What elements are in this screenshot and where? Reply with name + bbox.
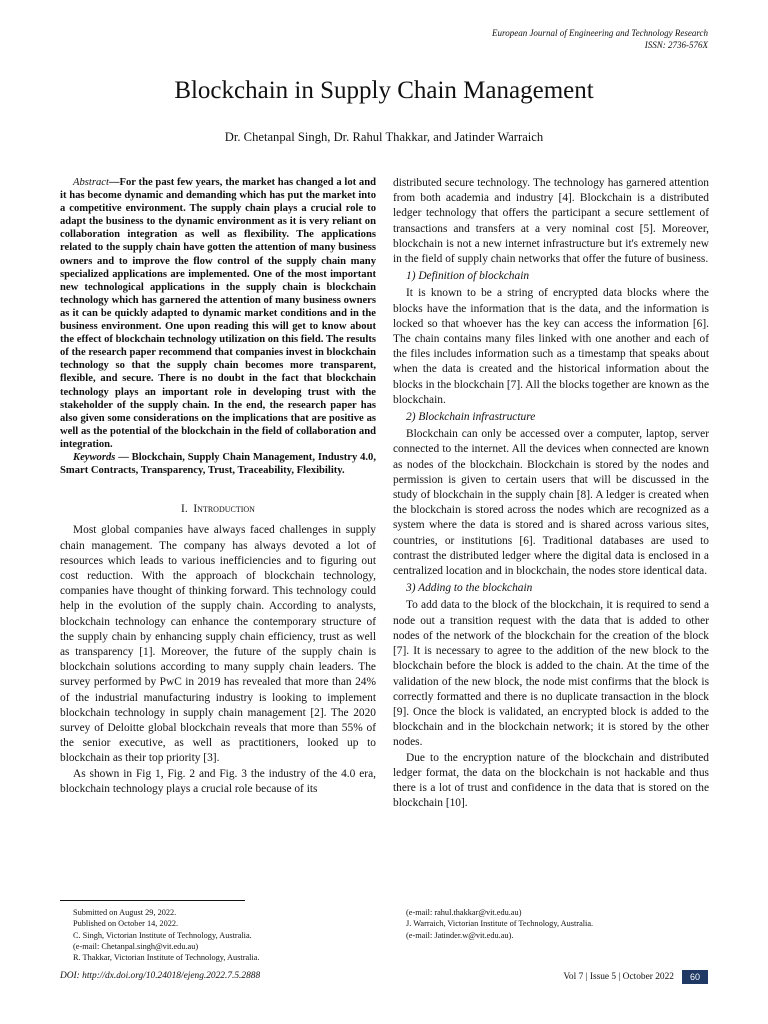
intro-paragraph-2: As shown in Fig 1, Fig. 2 and Fig. 3 the industry of the 4.0 era, blockchain technology plays a crucial role because of its: [60, 767, 376, 795]
journal-header: [492, 27, 708, 51]
paper-title: Blockchain in Supply Chain Management: [174, 77, 594, 104]
intro-paragraph-1: Most global companies have always faced challenges in supply chain management. The company has always devoted a lot of resources which leads to various inefficiencies and to figuring out cost reduction. With the approach of blockchain technology, companies have thought of thinking forward. This technology could help in the evolution of the supply chain. According to analysts, blockchain technology can enhance the contemporary structure of the supply chain by enhancing supply chain efficiency, trust as well as transparency [1]. Moreover, the future of the supply chain is blockchain solutions according to many supply chain leaders. The survey performed by PwC in 2019 has revealed that more than 24% of the industrial manufacturing industry is looking to implement blockchain technology in supply chain management [2]. The 2020 survey of Deloitte global blockchain reveals that more than 55% of the senior executive, as well as practitioners, looked up to blockchain as their top priority [3].: [60, 524, 376, 765]
keywords-text: — Blockchain, Supply Chain Management, Industry 4.0, Smart Contracts, Transparency, Trust, Traceability, Flexibility.: [60, 451, 376, 477]
keywords: [60, 451, 376, 477]
journal-issn: ISSN: 2736-576X: [644, 40, 708, 50]
right-column: [393, 176, 709, 811]
keywords-label: Keywords: [73, 451, 116, 463]
page-footer: [563, 970, 708, 984]
paper-authors: Dr. Chetanpal Singh, Dr. Rahul Thakkar, and Jatinder Warraich: [224, 130, 544, 144]
footnote-line: Submitted on August 29, 2022.: [73, 908, 177, 917]
left-column: [60, 176, 376, 797]
right-paragraph-3: To add data to the block of the blockchain, it is required to send a node out a transition request with the data that is added to other nodes of the network of the blockchain for the creation of the block [7]. It is necessary to agree to the addition of the new block to the blockchain before the block is added to the chain. At the time of the validation of the new block, the node mist confirms that the block is correctly formatted and there is no duplicate transaction in the block [9]. Once the block is validated, an encrypted block is added to the blockchain and in the blockchain network; it is stored by the other nodes.: [393, 599, 709, 749]
footnote-line: Published on October 14, 2022.: [73, 919, 179, 929]
right-paragraph-0: distributed secure technology. The technology has garnered attention from both academia and industry [4]. Blockchain is a distributed ledger technology that offers the participant a secure settlement of transactions and transfers at a very nominal cost [5]. Moreover, blockchain is not a new internet infrastructure but it's extremely new in the field of supply chain networks that offer the future of business.: [393, 177, 709, 266]
page-number: 60: [682, 970, 708, 984]
subheading-infrastructure: 2) Blockchain infrastructure: [406, 411, 536, 424]
right-paragraph-1: It is known to be a string of encrypted data blocks where the blocks have the information that is the data, and the information is locked so that whoever has the key can access the information [6]. The chain contains many files linked with one another and each of the files includes information such as a timestamp that speaks about when the data is created and the historical information about the blocks in the blockchain [7]. All the blocks together are known as the blockchain.: [393, 287, 710, 406]
subheading-definition: 1) Definition of blockchain: [406, 270, 530, 283]
footnote-line: R. Thakkar, Victorian Institute of Technology, Australia.: [73, 953, 260, 963]
right-paragraph-2: Blockchain can only be accessed over a computer, laptop, server connected to the internet. All the devices when connected are known as nodes of the blockchain. Blockchain is stored by the nodes and permission is given to certain users that will be discussed in the study of blockchain in the supply chain [8]. A ledger is created when the blockchain is stored across the nodes which are recognized as a system where the data is stored and is shared across various sites, countries, or institutions [6]. Traditional databases are used to contrast the distributed ledger where the digital data is enclosed in a centralized location and in blockchain, the nodes store identical data.: [393, 428, 709, 578]
footnotes-right: [406, 907, 593, 941]
section-number: I.: [181, 503, 188, 516]
footnote-line: C. Singh, Victorian Institute of Technology, Australia.: [73, 930, 252, 940]
right-paragraph-4: Due to the encryption nature of the blockchain and distributed ledger format, the data on the blockchain is not hackable and thus there is a lot of trust and confidence in the data that is stored on the blockchain [10].: [393, 751, 709, 810]
abstract-label: Abstract: [73, 177, 109, 188]
volume-issue: Vol 7 | Issue 5 | October 2022: [563, 972, 674, 982]
footnote-line: (e-mail: Jatinder.w@vit.edu.au).: [406, 930, 514, 940]
doi-footer: DOI: http://dx.doi.org/10.24018/ejeng.2022.7.5.2888: [60, 971, 261, 981]
abstract: [60, 176, 376, 451]
section-title: Introduction: [193, 503, 255, 516]
subheading-adding: 3) Adding to the blockchain: [406, 582, 533, 595]
journal-name: European Journal of Engineering and Technology Research: [492, 28, 708, 38]
footnote-line: J. Warraich, Victorian Institute of Technology, Australia.: [406, 919, 594, 929]
footnotes-left: [73, 907, 260, 963]
section-heading-introduction: [60, 502, 376, 517]
abstract-text: —For the past few years, the market has changed a lot and it has become dynamic and demanding which has put the market into a competitive environment. The supply chain plays a crucial role to adapt the business to the dynamic environment as it is very reliant on collaboration integration as well as flexibility. The applications related to the supply chain have gotten the attention of many business owners and to improve the flow control of the supply chain many specialized applications are implemented. One of the most important new technological applications in the supply chain is blockchain technology which has garnered the attention of many business owners as it can be quickly adapted to dynamic market conditions and in the business environment. One upon reading this will get to know about the effect of blockchain technology utilization on this field. The results of the research paper recommend that companies invest in blockchain technology so that the supply chain becomes more transparent, flexible, and secure. There is no doubt in the fact that blockchain technology plays an important role in developing trust with the stakeholder of the supply chain. In the end, the research paper has also given some considerations on the implications that are positive as well as the potential of the blockchain in the field of collaboration and integration.: [60, 177, 376, 450]
footnote-line: (e-mail: rahul.thakkar@vit.edu.au): [406, 908, 522, 917]
footnote-rule: [60, 900, 245, 901]
footnote-line: (e-mail: Chetanpal.singh@vit.edu.au): [73, 941, 199, 951]
